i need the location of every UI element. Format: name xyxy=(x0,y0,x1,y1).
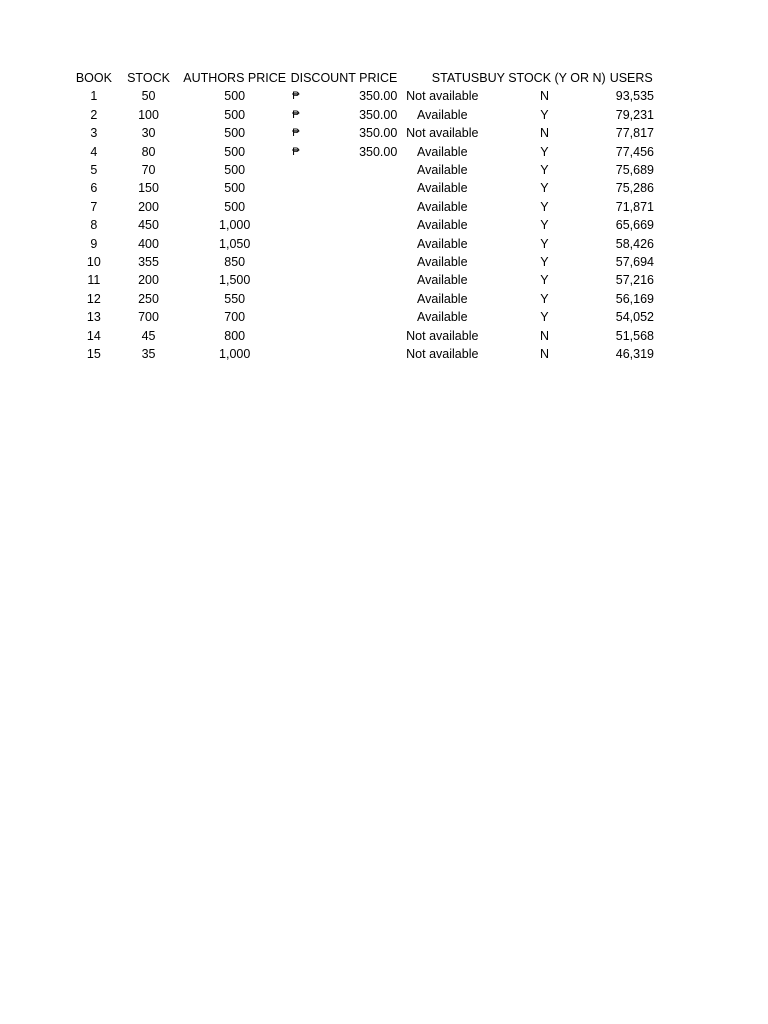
cell-buy-stock: Y xyxy=(540,218,549,233)
cell-authors-price: 800 xyxy=(224,328,246,343)
cell-discount-price xyxy=(313,253,405,271)
cell-authors-price: 500 xyxy=(224,126,246,141)
cell-authors-price: 500 xyxy=(224,199,246,214)
table-row xyxy=(74,290,654,308)
header-row xyxy=(74,69,654,87)
table-row xyxy=(74,345,654,363)
cell-authors-price: 500 xyxy=(224,144,246,159)
cell-book: 9 xyxy=(90,236,98,251)
cell-discount-price xyxy=(313,216,405,234)
cell-stock: 450 xyxy=(138,218,159,233)
cell-discount-price xyxy=(313,179,405,197)
cell-stock: 355 xyxy=(138,255,159,270)
cell-stock: 200 xyxy=(138,199,159,214)
cell-stock: 100 xyxy=(138,107,159,122)
cell-buy-stock: Y xyxy=(540,144,549,159)
table-row xyxy=(74,143,654,161)
cell-book: 2 xyxy=(90,107,98,122)
cell-discount-price xyxy=(313,290,405,308)
cell-stock: 80 xyxy=(141,144,156,159)
cell-stock: 250 xyxy=(138,291,159,306)
cell-users: 77,456 xyxy=(615,144,654,159)
cell-status: Available xyxy=(417,199,468,214)
cell-stock: 150 xyxy=(138,181,159,196)
cell-authors-price: 550 xyxy=(224,291,246,306)
cell-stock: 50 xyxy=(141,89,156,104)
header-book: BOOK xyxy=(75,71,112,85)
cell-book: 11 xyxy=(87,273,101,288)
cell-currency-symbol xyxy=(286,345,313,363)
cell-book: 3 xyxy=(90,126,98,141)
cell-status: Available xyxy=(417,273,468,288)
cell-stock: 70 xyxy=(141,163,156,178)
cell-currency-symbol: ₱ xyxy=(292,145,300,158)
cell-status: Available xyxy=(417,163,468,178)
cell-buy-stock: N xyxy=(539,328,549,343)
cell-users: 93,535 xyxy=(615,89,654,104)
cell-book: 6 xyxy=(90,181,98,196)
cell-currency-symbol xyxy=(286,235,313,253)
cell-authors-price: 500 xyxy=(224,163,246,178)
cell-buy-stock: Y xyxy=(540,273,549,288)
cell-discount-price xyxy=(313,271,405,289)
cell-discount-price xyxy=(313,198,405,216)
table-row xyxy=(74,124,654,142)
cell-buy-stock: N xyxy=(539,126,549,141)
cell-stock: 400 xyxy=(138,236,159,251)
cell-discount-price xyxy=(313,161,405,179)
cell-buy-stock: N xyxy=(539,347,549,362)
cell-buy-stock: Y xyxy=(540,199,549,214)
table-row xyxy=(74,216,654,234)
cell-status: Available xyxy=(417,310,468,325)
cell-authors-price: 500 xyxy=(224,107,246,122)
cell-currency-symbol xyxy=(286,161,313,179)
cell-status: Not available xyxy=(406,89,479,104)
cell-users: 77,817 xyxy=(615,126,654,141)
cell-currency-symbol xyxy=(286,308,313,326)
cell-buy-stock: N xyxy=(539,89,549,104)
cell-currency-symbol xyxy=(286,198,313,216)
cell-book: 14 xyxy=(86,328,101,343)
cell-currency-symbol xyxy=(286,253,313,271)
cell-status: Available xyxy=(417,107,468,122)
cell-users: 57,216 xyxy=(615,273,654,288)
cell-buy-stock: Y xyxy=(540,291,549,306)
cell-status: Available xyxy=(417,291,468,306)
cell-discount-price xyxy=(313,327,405,345)
cell-stock: 30 xyxy=(141,126,156,141)
cell-buy-stock: Y xyxy=(540,310,549,325)
cell-status: Available xyxy=(417,218,468,233)
cell-currency-symbol xyxy=(286,290,313,308)
cell-book: 10 xyxy=(86,255,101,270)
cell-status: Available xyxy=(417,255,468,270)
cell-book: 7 xyxy=(90,199,98,214)
header-users: USERS xyxy=(609,71,653,85)
table-row xyxy=(74,271,654,289)
cell-book: 4 xyxy=(90,144,98,159)
table-row xyxy=(74,87,654,105)
cell-discount-price: 350.00 xyxy=(359,126,398,141)
cell-currency-symbol: ₱ xyxy=(292,108,300,121)
cell-authors-price: 1,000 xyxy=(219,347,251,362)
cell-stock: 200 xyxy=(138,273,159,288)
table-row xyxy=(74,235,654,253)
cell-authors-price: 500 xyxy=(224,181,246,196)
cell-currency-symbol xyxy=(286,271,313,289)
cell-buy-stock: Y xyxy=(540,163,549,178)
cell-authors-price: 1,500 xyxy=(219,273,251,288)
cell-users: 54,052 xyxy=(615,310,654,325)
cell-discount-price xyxy=(313,345,405,363)
cell-book: 1 xyxy=(90,89,98,104)
cell-users: 56,169 xyxy=(615,291,654,306)
cell-currency-symbol xyxy=(286,179,313,197)
cell-users: 79,231 xyxy=(615,107,654,122)
cell-authors-price: 700 xyxy=(224,310,246,325)
cell-discount-price: 350.00 xyxy=(359,107,398,122)
table-row xyxy=(74,198,654,216)
cell-discount-price xyxy=(313,235,405,253)
cell-authors-price: 1,050 xyxy=(219,236,251,251)
cell-status: Not available xyxy=(406,126,479,141)
cell-users: 46,319 xyxy=(615,347,654,362)
table-row xyxy=(74,106,654,124)
cell-currency-symbol xyxy=(286,327,313,345)
cell-currency-symbol: ₱ xyxy=(292,90,300,103)
cell-buy-stock: Y xyxy=(540,236,549,251)
table-row xyxy=(74,179,654,197)
cell-book: 13 xyxy=(86,310,101,325)
cell-book: 15 xyxy=(86,347,101,362)
cell-currency-symbol xyxy=(286,216,313,234)
cell-buy-stock: Y xyxy=(540,107,549,122)
cell-users: 75,286 xyxy=(615,181,654,196)
table-row xyxy=(74,161,654,179)
cell-book: 8 xyxy=(90,218,98,233)
spreadsheet-page xyxy=(74,69,654,364)
header-stock: STOCK xyxy=(127,71,170,85)
cell-authors-price: 850 xyxy=(224,255,246,270)
header-buy-stock: BUY STOCK (Y OR N) xyxy=(479,71,606,85)
cell-buy-stock: Y xyxy=(540,181,549,196)
header-authors-price: AUTHORS PRICE xyxy=(183,71,287,85)
cell-stock: 45 xyxy=(141,328,156,343)
cell-users: 51,568 xyxy=(615,328,654,343)
cell-users: 75,689 xyxy=(615,163,654,178)
cell-users: 71,871 xyxy=(615,199,654,214)
cell-discount-price: 350.00 xyxy=(359,89,398,104)
cell-status: Not available xyxy=(406,347,479,362)
cell-authors-price: 1,000 xyxy=(219,218,251,233)
cell-buy-stock: Y xyxy=(540,255,549,270)
cell-users: 58,426 xyxy=(615,236,654,251)
table-row xyxy=(74,308,654,326)
cell-users: 65,669 xyxy=(615,218,654,233)
cell-status: Available xyxy=(417,236,468,251)
cell-status: Not available xyxy=(406,328,479,343)
book-stock-table xyxy=(74,69,654,364)
cell-currency-symbol: ₱ xyxy=(292,127,300,140)
cell-authors-price: 500 xyxy=(224,89,246,104)
header-status: STATUS xyxy=(431,71,480,85)
cell-status: Available xyxy=(417,181,468,196)
header-discount-price: DISCOUNT PRICE xyxy=(290,71,398,85)
table-row xyxy=(74,327,654,345)
cell-book: 5 xyxy=(90,163,98,178)
cell-users: 57,694 xyxy=(615,255,654,270)
cell-discount-price xyxy=(313,308,405,326)
cell-status: Available xyxy=(417,144,468,159)
cell-discount-price: 350.00 xyxy=(359,144,398,159)
cell-book: 12 xyxy=(86,291,101,306)
table-row xyxy=(74,253,654,271)
cell-stock: 35 xyxy=(141,347,156,362)
cell-stock: 700 xyxy=(138,310,159,325)
